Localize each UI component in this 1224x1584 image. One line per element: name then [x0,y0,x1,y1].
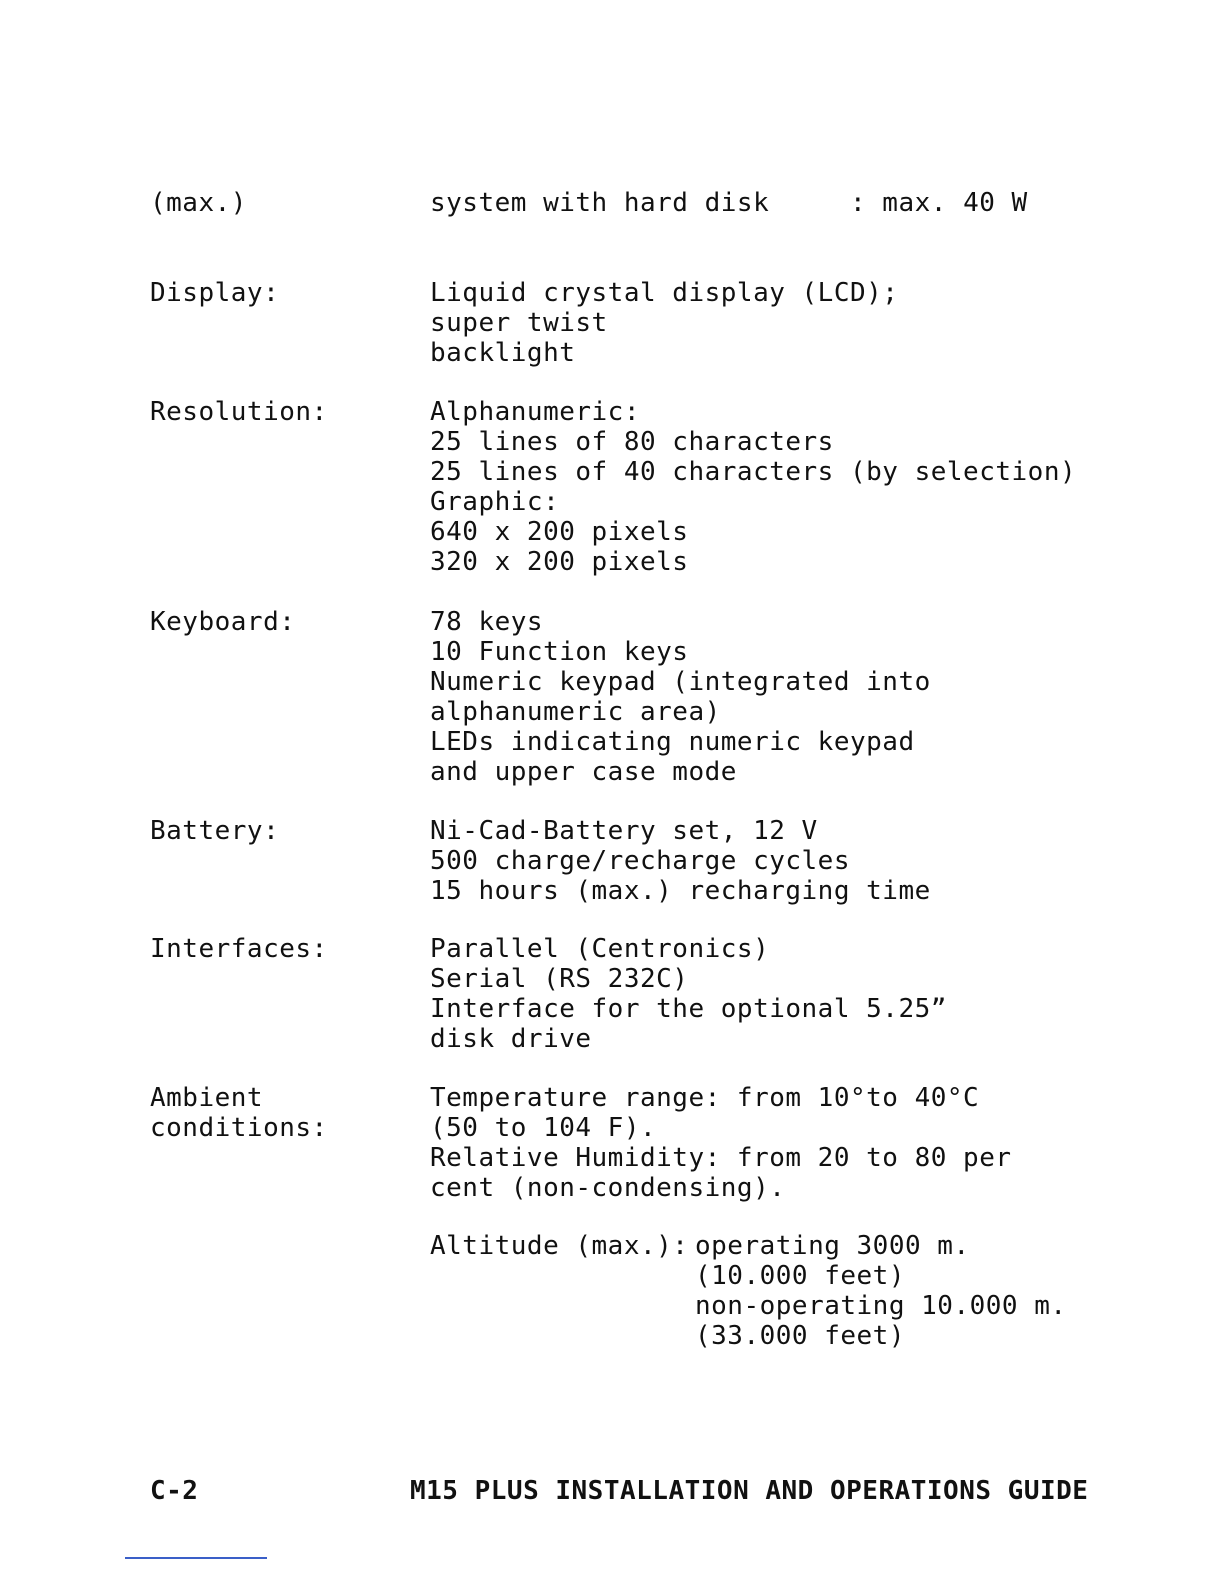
ambient-line: (50 to 104 F). [430,1113,657,1143]
running-footer-title: M15 PLUS INSTALLATION AND OPERATIONS GUIDE [410,1476,1089,1506]
interfaces-line: Interface for the optional 5.25” [430,994,947,1024]
bottom-rule [125,1557,267,1559]
spec-label-interfaces: Interfaces: [150,934,328,964]
spec-label-battery: Battery: [150,816,280,846]
spec-label-max: (max.) [150,188,247,218]
interfaces-line: Serial (RS 232C) [430,964,689,994]
spec-label-resolution: Resolution: [150,397,328,427]
ambient-line: cent (non-condensing). [430,1173,786,1203]
battery-line: 500 charge/recharge cycles [430,846,850,876]
spec-value-hard-disk: system with hard disk [430,188,770,218]
resolution-line: Graphic: [430,487,560,517]
resolution-line: 25 lines of 40 characters (by selection) [430,457,1077,487]
battery-line: 15 hours (max.) recharging time [430,876,931,906]
interfaces-line: disk drive [430,1024,592,1054]
keyboard-line: 78 keys [430,607,544,637]
resolution-line: Alphanumeric: [430,397,640,427]
display-line: backlight [430,338,576,368]
keyboard-line: 10 Function keys [430,637,689,667]
keyboard-line: and upper case mode [430,757,737,787]
display-line: Liquid crystal display (LCD); [430,278,899,308]
ambient-line: Temperature range: from 10°to 40°C [430,1083,980,1113]
resolution-line: 25 lines of 80 characters [430,427,834,457]
ambient-line: Relative Humidity: from 20 to 80 per [430,1143,1012,1173]
display-line: super twist [430,308,608,338]
spec-label-ambient: Ambient [150,1083,264,1113]
resolution-line: 320 x 200 pixels [430,547,689,577]
spec-label-display: Display: [150,278,280,308]
altitude-line: non-operating 10.000 m. [695,1291,1067,1321]
page-number: C-2 [150,1476,199,1506]
keyboard-line: alphanumeric area) [430,697,721,727]
altitude-line: operating 3000 m. [695,1231,970,1261]
battery-line: Ni-Cad-Battery set, 12 V [430,816,818,846]
spec-label-conditions: conditions: [150,1113,328,1143]
spec-label-keyboard: Keyboard: [150,607,296,637]
keyboard-line: Numeric keypad (integrated into [430,667,931,697]
altitude-line: (10.000 feet) [695,1261,905,1291]
altitude-line: (33.000 feet) [695,1321,905,1351]
keyboard-line: LEDs indicating numeric keypad [430,727,915,757]
interfaces-line: Parallel (Centronics) [430,934,770,964]
resolution-line: 640 x 200 pixels [430,517,689,547]
altitude-label: Altitude (max.): [430,1231,689,1261]
spec-value-power: : max. 40 W [850,188,1028,218]
